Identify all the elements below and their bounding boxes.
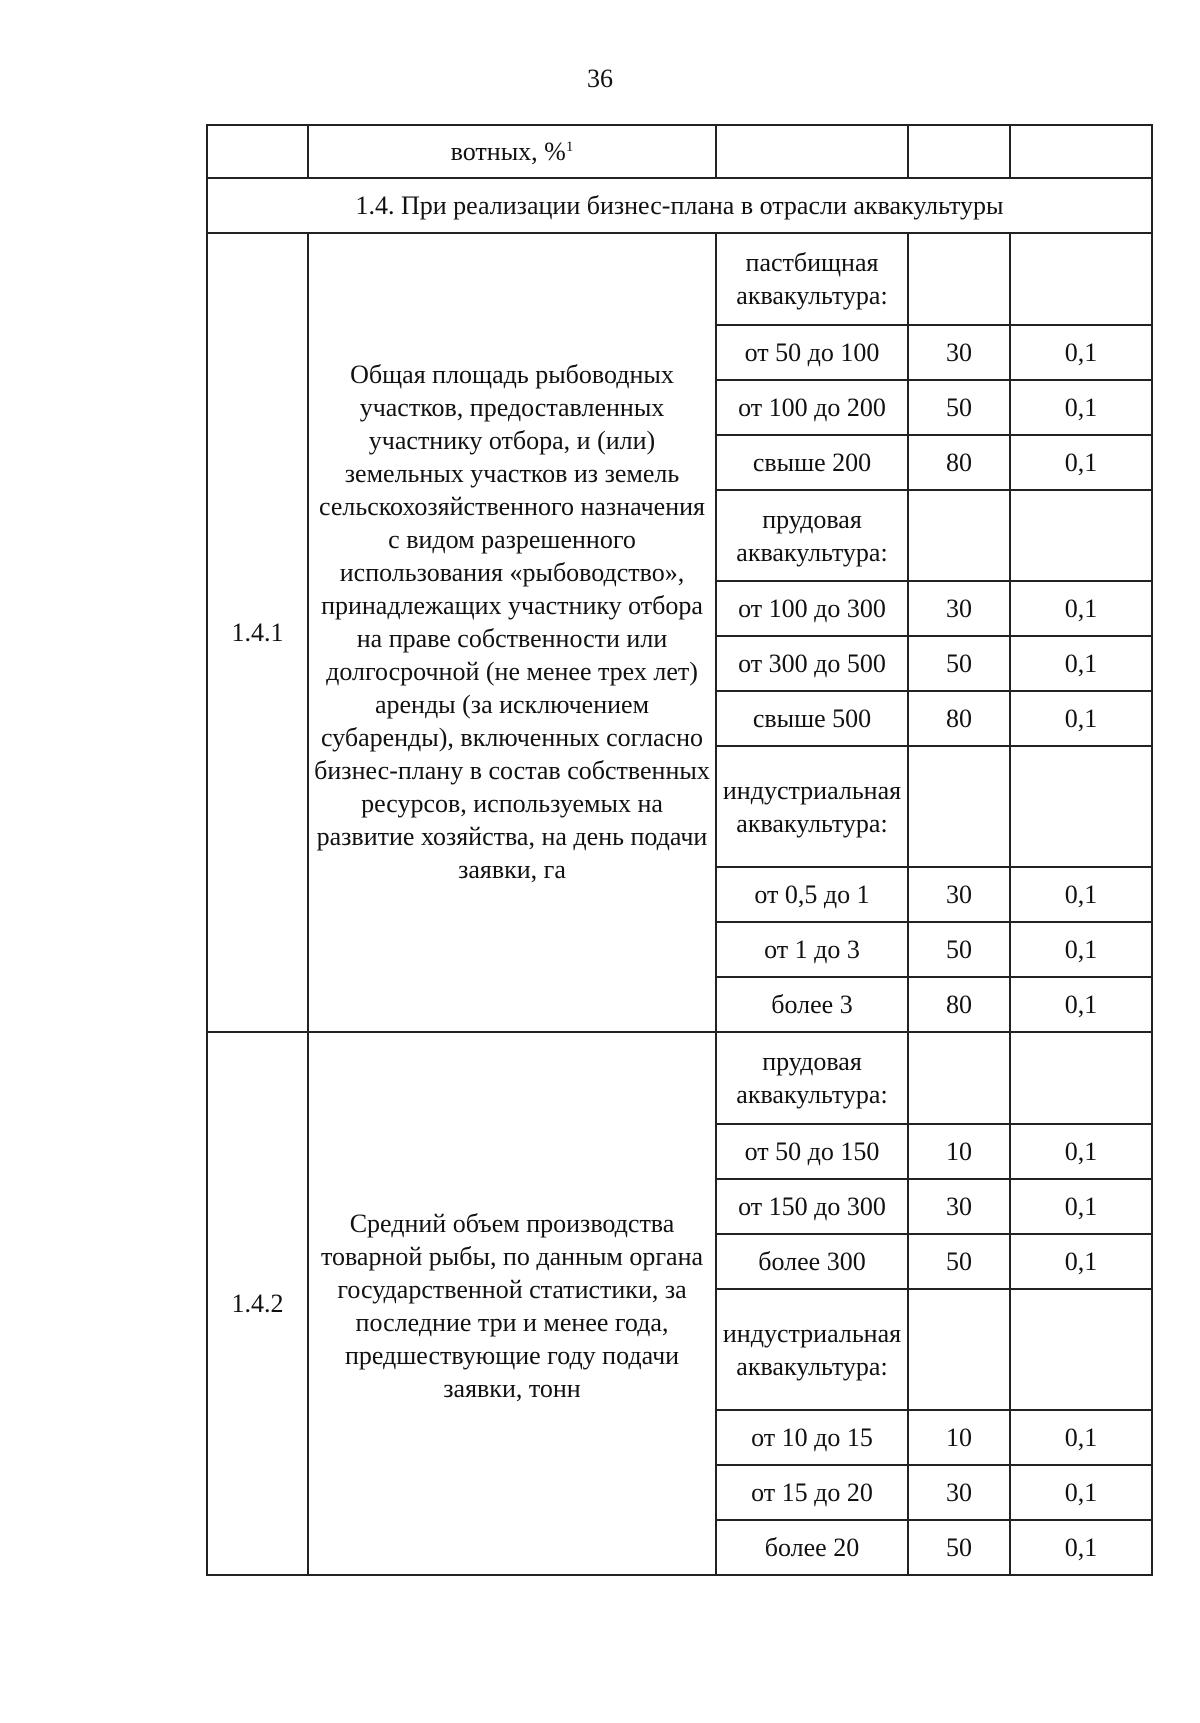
criterion-number: 1.4.1: [207, 233, 308, 1032]
continued-text-cell: [308, 125, 716, 178]
score-value: 50: [908, 1234, 1010, 1289]
criteria-table: [206, 124, 1153, 1576]
cell-empty: [908, 1032, 1010, 1124]
score-value: 50: [908, 1520, 1010, 1575]
weight-value: 0,1: [1010, 581, 1152, 636]
group-label-row: [207, 233, 1152, 325]
weight-value: 0,1: [1010, 1179, 1152, 1234]
group-label: пастбищная аквакультура:: [716, 233, 908, 325]
weight-value: 0,1: [1010, 977, 1152, 1032]
weight-value: 0,1: [1010, 1465, 1152, 1520]
weight-value: 0,1: [1010, 1410, 1152, 1465]
criterion-description: Средний объем производства товарной рыбы, по данным органа государственной статистики, за последние три и менее года, предшествующие году подачи заявки, тонн: [320, 1209, 704, 1403]
weight-value: 0,1: [1010, 380, 1152, 435]
cell-empty: [1010, 1289, 1152, 1410]
cell-empty: [1010, 1032, 1152, 1124]
range-value: более 20: [716, 1520, 908, 1575]
cell-empty: [1010, 125, 1152, 178]
score-value: 50: [908, 636, 1010, 691]
weight-value: 0,1: [1010, 325, 1152, 380]
cell-empty: [1010, 233, 1152, 325]
range-value: от 100 до 200: [716, 380, 908, 435]
criterion-description-cell: [308, 1032, 716, 1575]
range-value: от 300 до 500: [716, 636, 908, 691]
score-value: 50: [908, 380, 1010, 435]
cell-empty: [908, 490, 1010, 581]
criterion-number: 1.4.2: [207, 1032, 308, 1575]
group-label: индустриальная аквакультура:: [716, 746, 908, 867]
range-value: свыше 200: [716, 435, 908, 490]
continued-text: вотных, %: [450, 137, 566, 166]
score-value: 50: [908, 922, 1010, 977]
section-heading-row: [207, 178, 1152, 233]
range-value: от 10 до 15: [716, 1410, 908, 1465]
range-value: от 15 до 20: [716, 1465, 908, 1520]
range-value: более 300: [716, 1234, 908, 1289]
range-value: от 0,5 до 1: [716, 867, 908, 922]
group-label: прудовая аквакультура:: [716, 490, 908, 581]
score-value: 30: [908, 581, 1010, 636]
range-value: от 1 до 3: [716, 922, 908, 977]
page-number: 36: [587, 64, 613, 93]
cell-empty: [716, 125, 908, 178]
continued-row: [207, 125, 1152, 178]
cell-empty: [908, 125, 1010, 178]
range-value: более 3: [716, 977, 908, 1032]
criterion-description: Общая площадь рыбоводных участков, предоставленных участнику отбора, и (или) земельных участков из земель сельскохозяйственного назначения с видом разрешенного использования «рыбоводство», принадлежащих участнику отбора на праве собственности или долгосрочной (не менее трех лет) аренды (за исключением субаренды), включенных согласно бизнес-плану в состав собственных ресурсов, используемых на развитие хозяйства, на день подачи заявки, га: [314, 360, 710, 884]
range-value: от 50 до 150: [716, 1124, 908, 1179]
group-label: прудовая аквакультура:: [716, 1032, 908, 1124]
criterion-description-cell: [308, 233, 716, 1032]
group-label-row: [207, 1032, 1152, 1124]
score-value: 80: [908, 435, 1010, 490]
score-value: 30: [908, 325, 1010, 380]
range-value: от 100 до 300: [716, 581, 908, 636]
cell-empty: [207, 125, 308, 178]
cell-empty: [1010, 490, 1152, 581]
range-value: от 150 до 300: [716, 1179, 908, 1234]
weight-value: 0,1: [1010, 922, 1152, 977]
weight-value: 0,1: [1010, 1124, 1152, 1179]
score-value: 10: [908, 1410, 1010, 1465]
weight-value: 0,1: [1010, 1520, 1152, 1575]
footnote-marker: 1: [565, 139, 574, 155]
cell-empty: [1010, 746, 1152, 867]
cell-empty: [908, 1289, 1010, 1410]
weight-value: 0,1: [1010, 636, 1152, 691]
section-heading: 1.4. При реализации бизнес-плана в отрасли аквакультуры: [207, 178, 1152, 233]
score-value: 30: [908, 1465, 1010, 1520]
weight-value: 0,1: [1010, 691, 1152, 746]
score-value: 10: [908, 1124, 1010, 1179]
weight-value: 0,1: [1010, 435, 1152, 490]
range-value: свыше 500: [716, 691, 908, 746]
score-value: 30: [908, 1179, 1010, 1234]
group-label: индустриальная аквакультура:: [716, 1289, 908, 1410]
criteria-table-body: [207, 125, 1152, 1575]
weight-value: 0,1: [1010, 867, 1152, 922]
score-value: 30: [908, 867, 1010, 922]
cell-empty: [908, 746, 1010, 867]
score-value: 80: [908, 691, 1010, 746]
weight-value: 0,1: [1010, 1234, 1152, 1289]
range-value: от 50 до 100: [716, 325, 908, 380]
score-value: 80: [908, 977, 1010, 1032]
cell-empty: [908, 233, 1010, 325]
